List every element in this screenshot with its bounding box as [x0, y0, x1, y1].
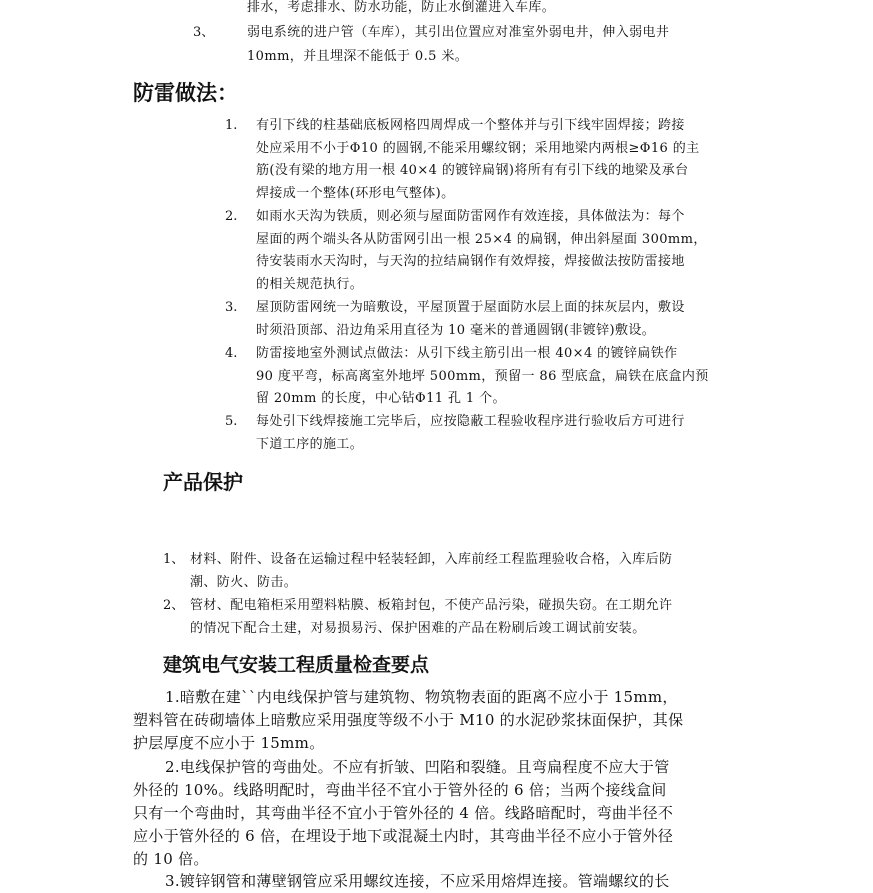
top-line: 排水，考虑排水、防水功能，防止水倒灌进入车库。	[247, 0, 556, 15]
list-item-line: 屋顶防雷网统一为暗敷设，平屋顶置于屋面防水层上面的抹灰层内，敷设	[256, 300, 685, 315]
list-item-line: 时须沿顶部、沿边角采用直径为 10 毫米的普通圆钢(非镀锌)敷设。	[256, 323, 656, 338]
list-item-line: 潮、防火、防击。	[190, 575, 298, 590]
paragraph-line: 外径的 10%。线路明配时，弯曲半径不宜小于管外径的 6 倍；当两个接线盒间	[133, 781, 667, 799]
list-item-line: 如雨水天沟为铁质，则必须与屋面防雷网作有效连接，具体做法为：每个	[256, 209, 685, 224]
paragraph-line-partial: 3.镀锌钢管和薄壁钢管应采用螺纹连接，不应采用熔焊连接。管端螺纹的长	[165, 872, 670, 890]
list-item-line: 管材、配电箱柜采用塑料粘膜、板箱封包，不使产品污染，碰损失窃。在工期允许	[190, 598, 673, 613]
list-item-line: 的相关规范执行。	[256, 277, 364, 292]
list-item-number: 2.	[225, 209, 238, 224]
list-item-number: 1、	[163, 552, 185, 567]
top-item-number: 3、	[193, 25, 215, 40]
section-heading-quality: 建筑电气安装工程质量检查要点	[163, 654, 430, 676]
list-item-number: 3.	[225, 300, 238, 315]
list-item-line: 下道工序的施工。	[256, 437, 364, 452]
list-item-line: 焊接成一个整体(环形电气整体)。	[256, 186, 455, 201]
list-item-line: 每处引下线焊接施工完毕后，应按隐蔽工程验收程序进行验收后方可进行	[256, 414, 685, 429]
list-item-line: 处应采用不小于Φ10 的圆钢,不能采用螺纹钢；采用地梁内两根≥Φ16 的主	[256, 141, 700, 156]
list-item-line: 有引下线的柱基础底板网格四周焊成一个整体并与引下线牢固焊接；跨接	[256, 118, 685, 133]
list-item-line: 90 度平弯，标高离室外地坪 500mm，预留一 86 型底盒，扁铁在底盒内预	[256, 369, 709, 384]
list-item-number: 5.	[225, 414, 238, 429]
list-item-line: 留 20mm 的长度，中心钻Φ11 孔 1 个。	[256, 391, 506, 406]
paragraph-line: 1.暗敷在建``内电线保护管与建筑物、物筑物表面的距离不应小于 15mm，	[165, 688, 678, 706]
list-item-line: 筋(没有梁的地方用一根 40×4 的镀锌扁钢)将所有有引下线的地梁及承台	[256, 163, 689, 178]
section-heading-lightning: 防雷做法：	[133, 81, 238, 105]
top-item-line: 10mm，并且埋深不能低于 0.5 米。	[247, 49, 469, 64]
list-item-line: 的情况下配合土建，对易损易污、保护困难的产品在粉刷后竣工调试前安装。	[190, 621, 646, 636]
top-item-line: 弱电系统的进户管（车库），其引出位置应对准室外弱电井，伸入弱电井	[247, 25, 670, 40]
paragraph-line: 的 10 倍。	[133, 850, 209, 868]
list-item-line: 屋面的两个端头各从防雷网引出一根 25×4 的扁钢，伸出斜屋面 300mm，	[256, 232, 707, 247]
list-item-number: 2、	[163, 598, 185, 613]
section-heading-protection: 产品保护	[163, 470, 243, 494]
paragraph-line: 护层厚度不应小于 15mm。	[133, 734, 325, 752]
paragraph-line: 应小于管外径的 6 倍，在埋设于地下或混凝土内时，其弯曲半径不应小于管外径	[133, 827, 674, 845]
list-item-line: 防雷接地室外测试点做法：从引下线主筋引出一根 40×4 的镀锌扁铁作	[256, 346, 678, 361]
paragraph-line: 塑料管在砖砌墙体上暗敷应采用强度等级不小于 M10 的水泥砂浆抹面保护，其保	[133, 711, 684, 729]
paragraph-line: 2.电线保护管的弯曲处。不应有折皱、凹陷和裂缝。且弯扁程度不应大于管	[165, 758, 670, 776]
list-item-line: 材料、附件、设备在运输过程中轻装轻卸，入库前经工程监理验收合格，入库后防	[190, 552, 673, 567]
paragraph-line: 只有一个弯曲时，其弯曲半径不宜小于管外径的 4 倍。线路暗配时，弯曲半径不	[133, 804, 674, 822]
list-item-number: 1.	[225, 118, 238, 133]
list-item-number: 4.	[225, 346, 238, 361]
list-item-line: 待安装雨水天沟时，与天沟的拉结扁钢作有效焊接，焊接做法按防雷接地	[256, 254, 685, 269]
